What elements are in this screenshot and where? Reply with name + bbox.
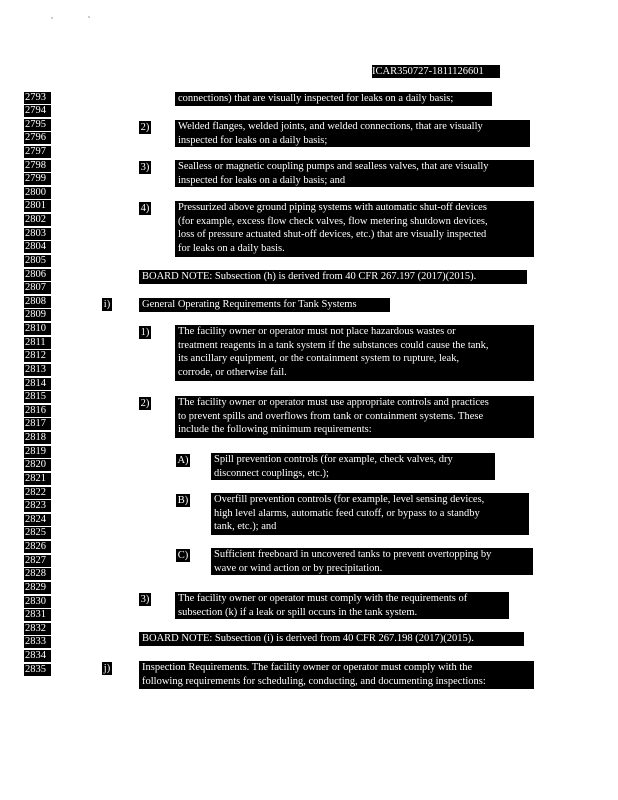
line-number: 2794: [24, 105, 51, 117]
document-id: ICAR350727-1811126601: [372, 65, 500, 78]
line-number: 2804: [24, 241, 51, 253]
line-number: 2830: [24, 596, 51, 608]
item-label: A): [177, 455, 189, 466]
line-number: 2806: [24, 269, 51, 281]
line-number: 2798: [24, 160, 51, 172]
line-number: 2822: [24, 487, 51, 499]
line-number: 2814: [24, 378, 51, 390]
paragraph: Spill prevention controls (for example, check valves, dry disconnect couplings, etc.);: [211, 453, 495, 480]
line-number: 2821: [24, 473, 51, 485]
line-number: 2835: [24, 664, 51, 676]
line-number: 2813: [24, 364, 51, 376]
line-number: 2796: [24, 132, 51, 144]
line-number: 2801: [24, 200, 51, 212]
line-number: 2824: [24, 514, 51, 526]
line-number: 2817: [24, 418, 51, 430]
line-number: 2832: [24, 623, 51, 635]
scan-speck: [88, 16, 90, 18]
item-label: j): [103, 663, 111, 674]
line-number: 2823: [24, 500, 51, 512]
line-number: 2815: [24, 391, 51, 403]
line-number: 2834: [24, 650, 51, 662]
line-number: 2827: [24, 555, 51, 567]
line-number: 2820: [24, 459, 51, 471]
paragraph: Overfill prevention controls (for example, level sensing devices, high level alarms, automatic feed cutoff, or bypass to a standby tank, etc.); and: [211, 493, 529, 535]
item-label: 2): [140, 398, 150, 409]
line-number: 2828: [24, 568, 51, 580]
line-number: 2833: [24, 636, 51, 648]
line-number: 2810: [24, 323, 51, 335]
line-number: 2831: [24, 609, 51, 621]
paragraph: Welded flanges, welded joints, and welded connections, that are visually inspected for leaks on a daily basis;: [175, 120, 530, 147]
item-label: 4): [140, 203, 150, 214]
line-number: 2795: [24, 119, 51, 131]
paragraph: Sealless or magnetic coupling pumps and sealless valves, that are visually inspected for leaks on a daily basis; and: [175, 160, 534, 187]
line-number: 2825: [24, 527, 51, 539]
line-number: 2800: [24, 187, 51, 199]
item-label: C): [177, 550, 189, 561]
item-label: 3): [140, 594, 150, 605]
line-number: 2793: [24, 92, 51, 104]
paragraph: Pressurized above ground piping systems with automatic shut-off devices (for example, excess flow check valves, flow metering shutdown devices, loss of pressure actuated shut-off devices, etc.) that are visually inspected for leaks on a daily basis.: [175, 201, 534, 257]
line-number: 2809: [24, 309, 51, 321]
line-number: 2799: [24, 173, 51, 185]
paragraph: Sufficient freeboard in uncovered tanks to prevent overtopping by wave or wind action or by precipitation.: [211, 548, 533, 575]
item-label: 3): [140, 162, 150, 173]
item-label: 2): [140, 122, 150, 133]
line-number: 2826: [24, 541, 51, 553]
item-label: B): [177, 495, 189, 506]
line-number: 2811: [24, 337, 51, 349]
paragraph: The facility owner or operator must use appropriate controls and practices to prevent spills and overflows from tank or containment systems. These include the following minimum requirements:: [175, 396, 534, 438]
paragraph: Inspection Requirements. The facility owner or operator must comply with the following requirements for scheduling, conducting, and documenting inspections:: [139, 661, 534, 689]
item-label: 1): [140, 327, 150, 338]
line-number: 2812: [24, 350, 51, 362]
line-number: 2805: [24, 255, 51, 267]
scan-speck: [51, 17, 53, 19]
board-note: BOARD NOTE: Subsection (h) is derived from 40 CFR 267.197 (2017)(2015).: [139, 270, 527, 284]
line-number: 2808: [24, 296, 51, 308]
paragraph: The facility owner or operator must comply with the requirements of subsection (k) if a leak or spill occurs in the tank system.: [175, 592, 509, 619]
paragraph: The facility owner or operator must not place hazardous wastes or treatment reagents in a tank system if the substances could cause the tank, its ancillary equipment, or the containment system to rupture, leak, corrode, or otherwise fail.: [175, 325, 534, 381]
line-number: 2797: [24, 146, 51, 158]
line-number: 2807: [24, 282, 51, 294]
section-heading: General Operating Requirements for Tank Systems: [139, 298, 390, 312]
item-label: i): [103, 299, 111, 310]
line-number: 2803: [24, 228, 51, 240]
line-number: 2818: [24, 432, 51, 444]
line-number: 2829: [24, 582, 51, 594]
line-number: 2816: [24, 405, 51, 417]
board-note: BOARD NOTE: Subsection (i) is derived from 40 CFR 267.198 (2017)(2015).: [139, 632, 524, 646]
paragraph: connections) that are visually inspected for leaks on a daily basis;: [175, 92, 492, 106]
line-number: 2819: [24, 446, 51, 458]
line-number: 2802: [24, 214, 51, 226]
